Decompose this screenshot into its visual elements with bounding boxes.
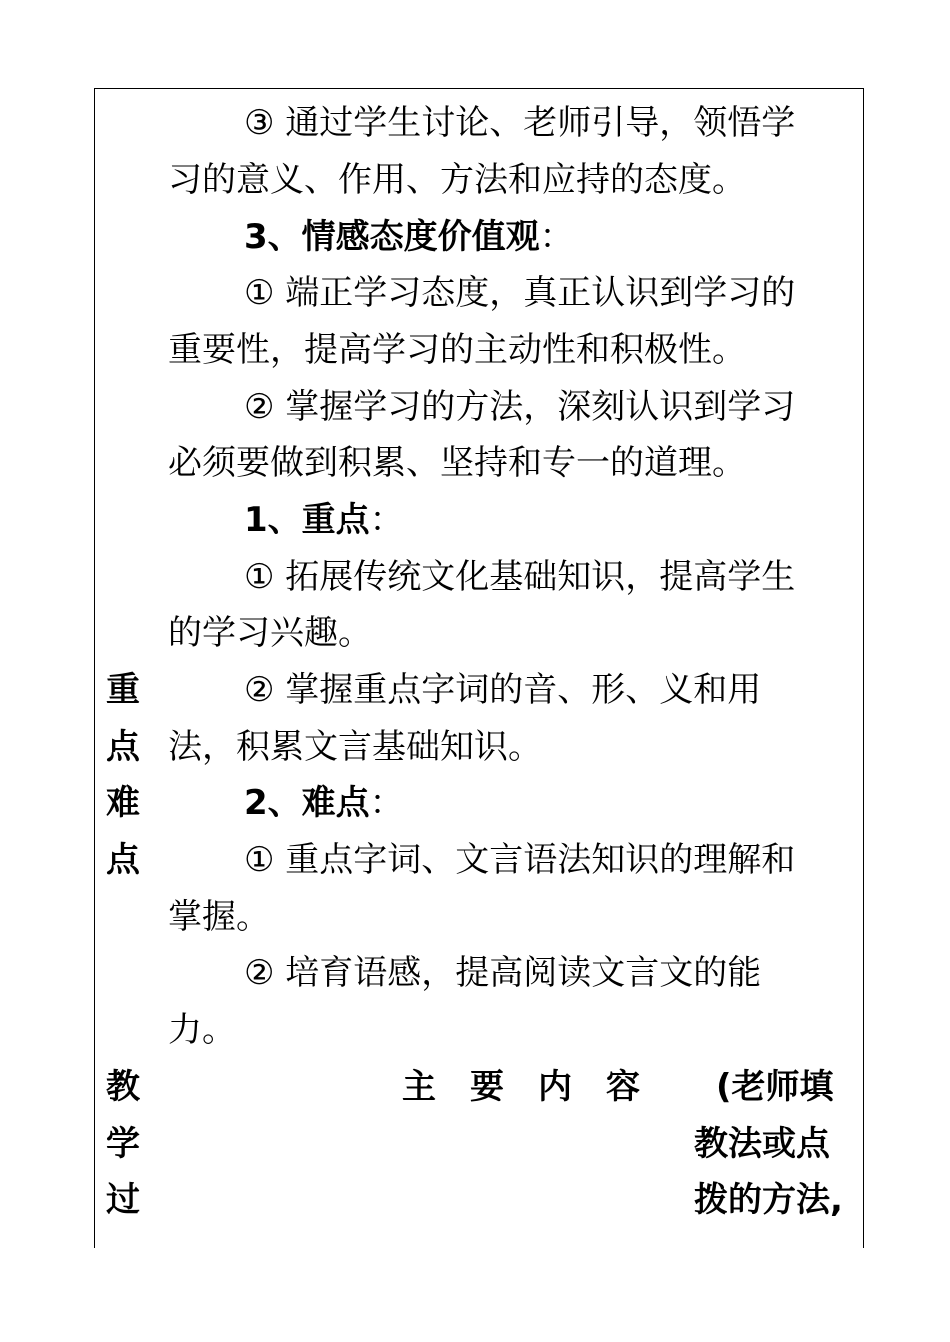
objective-3-line-2: 习的意义、作用、方法和应持的态度。 bbox=[168, 160, 746, 200]
focus-2-line-1: ② 掌握重点字词的音、形、义和用 bbox=[244, 670, 762, 710]
teacher-note-line-1: (老师填 bbox=[716, 1067, 834, 1107]
difficulty-1-line-1: ① 重点字词、文言语法知识的理解和 bbox=[244, 840, 796, 880]
row-label-key-3: 难 bbox=[106, 783, 140, 823]
difficulty-2-line-1: ② 培育语感，提高阅读文言文的能 bbox=[244, 953, 762, 993]
teacher-note-line-2: 教法或点 bbox=[694, 1124, 830, 1164]
emotion-heading bbox=[244, 217, 574, 257]
row-label-process-2: 学 bbox=[106, 1124, 140, 1164]
difficulty-heading-text: 2、难点 bbox=[244, 783, 370, 823]
emotion-heading-colon: ： bbox=[539, 217, 574, 257]
row-label-key-1: 重 bbox=[106, 670, 140, 710]
objective-3-line-1: ③ 通过学生讨论、老师引导，领悟学 bbox=[244, 103, 796, 143]
focus-heading-text: 1、重点 bbox=[244, 500, 370, 540]
row-label-process-3: 过 bbox=[106, 1180, 140, 1220]
difficulty-2-line-2: 力。 bbox=[168, 1010, 236, 1050]
row-label-key-2: 点 bbox=[106, 727, 140, 767]
row-label-key-4: 点 bbox=[106, 840, 140, 880]
emotion-1-line-2: 重要性，提高学习的主动性和积极性。 bbox=[168, 330, 746, 370]
focus-heading-colon: ： bbox=[369, 500, 404, 540]
focus-1-line-1: ① 拓展传统文化基础知识，提高学生 bbox=[244, 557, 796, 597]
emotion-2-line-2: 必须要做到积累、坚持和专一的道理。 bbox=[168, 443, 746, 483]
focus-heading bbox=[244, 500, 404, 540]
emotion-1-line-1: ① 端正学习态度，真正认识到学习的 bbox=[244, 273, 796, 313]
teacher-note-line-3: 拨的方法, bbox=[694, 1180, 843, 1220]
row-label-process-1: 教 bbox=[106, 1067, 140, 1107]
main-content-header: 主 要 内 容 bbox=[402, 1067, 640, 1107]
focus-2-line-2: 法，积累文言基础知识。 bbox=[168, 727, 542, 767]
difficulty-heading-colon: ： bbox=[369, 783, 404, 823]
emotion-heading-text: 3、情感态度价值观 bbox=[244, 217, 540, 257]
emotion-2-line-1: ② 掌握学习的方法，深刻认识到学习 bbox=[244, 387, 796, 427]
difficulty-1-line-2: 掌握。 bbox=[168, 897, 270, 937]
focus-1-line-2: 的学习兴趣。 bbox=[168, 613, 372, 653]
difficulty-heading bbox=[244, 783, 404, 823]
